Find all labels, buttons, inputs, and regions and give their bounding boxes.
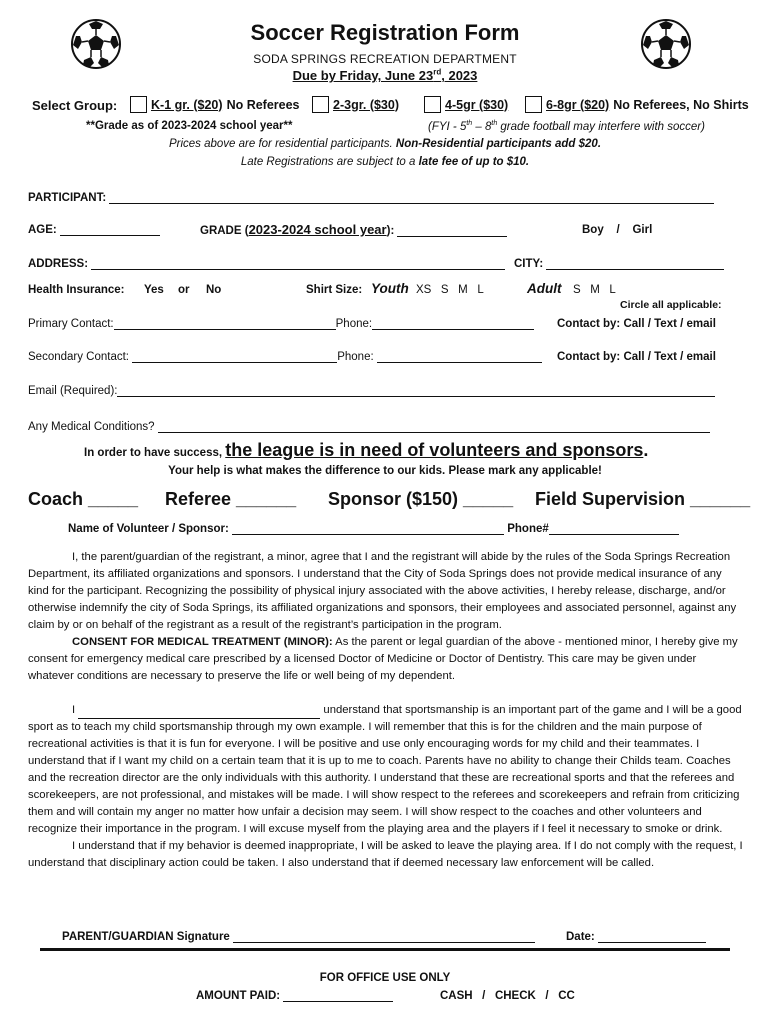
medical-conditions-field[interactable]: Any Medical Conditions? bbox=[28, 421, 710, 433]
field-supervision-option[interactable]: Field Supervision ______ bbox=[535, 489, 751, 509]
checkbox[interactable] bbox=[130, 96, 147, 113]
address-field[interactable]: ADDRESS: bbox=[28, 258, 505, 270]
signature-field[interactable]: PARENT/GUARDIAN Signature bbox=[62, 931, 535, 943]
late-fee-note: Late Registrations are subject to a late fee of up to $10. bbox=[240, 156, 530, 168]
payment-methods: CASH / CHECK / CC bbox=[440, 990, 575, 1002]
help-line: Your help is what makes the difference to our kids. Please mark any applicable! bbox=[168, 465, 602, 477]
group-option-2-3[interactable]: 2-3gr. ($30) bbox=[312, 96, 399, 113]
prices-note: Prices above are for residential participants. Non-Residential participants add $20. bbox=[168, 138, 602, 150]
health-no[interactable]: No bbox=[206, 284, 222, 296]
secondary-contact-by[interactable]: Contact by: Call / Text / email bbox=[557, 351, 716, 363]
amount-paid-field: AMOUNT PAID: bbox=[196, 990, 393, 1002]
form-title: Soccer Registration Form bbox=[250, 20, 520, 45]
gender-select[interactable]: Boy / Girl bbox=[582, 224, 653, 236]
shirt-size-label: Shirt Size: bbox=[306, 284, 363, 296]
primary-contact-by[interactable]: Contact by: Call / Text / email bbox=[557, 318, 716, 330]
name-blank[interactable] bbox=[78, 708, 320, 719]
coach-option[interactable]: Coach _____ bbox=[28, 489, 139, 509]
participant-field[interactable]: PARTICIPANT: bbox=[28, 192, 714, 204]
referee-option[interactable]: Referee ______ bbox=[165, 489, 297, 509]
checkbox[interactable] bbox=[525, 96, 542, 113]
sportsmanship-paragraph: I understand that sportsmanship is an important part of the game and I will be a good sport as to teach my child sportsmanship through my own example. I will remember that this is for the children and the main purpose of recreational activities is that it is fun for everyone. I will be positive and use only encouraging words for my child and their teammates. I understand that if I want my child on a certain team that it is up to me to coach. Parents have no ability to change their Childs team. Coaches and the recreation director are the only individuals with this authority. I understand that these are recreational sports and that the referees and scorekeepers, are not professional, and mistakes will be made. I will show respect to the referees and scorekeepers and refrain from criticizing them and will contain my anger no matter how unfair a decision may seem. I will show respect to the coaches and other volunteers and recognize their importance in the program. I will excuse myself from the playing area and the players if I feel it necessary to smoke or drink. bbox=[28, 704, 742, 835]
secondary-contact-field[interactable]: Secondary Contact: Phone: bbox=[28, 351, 542, 363]
release-paragraph: I, the parent/guardian of the registrant, a minor, agree that I and the registrant will abide by the rules of the Soda Springs Recreation Department, its affiliated organizations and sponsors. I understand that the City of Soda Springs does not provide medical insurance of any kind for the participant. Recognizing the possibility of physical injury associated with the above activities, I hereby release, discharge, and/or otherwise indemnify the city of Soda Springs, its affiliated organizations and sponsors, their employees and associated personnel, against any claim by or on behalf of the registrant as a result of the registrant’s participation in the program. bbox=[28, 551, 737, 631]
health-or: or bbox=[178, 284, 190, 296]
volunteer-lead: In order to have success, the league is in need of volunteers and sponsors. bbox=[84, 440, 649, 460]
age-field[interactable]: AGE: bbox=[28, 224, 160, 236]
group-option-6-8[interactable]: 6-8gr ($20) No Referees, No Shirts bbox=[525, 96, 749, 113]
fyi-note: (FYI - 5th – 8th grade football may interfere with soccer) bbox=[428, 120, 705, 133]
divider bbox=[40, 948, 730, 951]
group-option-4-5[interactable]: 4-5gr ($30) bbox=[424, 96, 508, 113]
grade-note: **Grade as of 2023-2024 school year** bbox=[86, 120, 293, 132]
due-date: Due by Friday, June 23rd, 2023 bbox=[292, 68, 478, 84]
volunteer-name-field[interactable]: Name of Volunteer / Sponsor: Phone# bbox=[68, 523, 679, 535]
behavior-paragraph: I understand that if my behavior is deemed inappropriate, I will be asked to leave the playing area. If I do not comply with the request, I understand that disciplinary action could be taken. I also understand that if deemed necessary law enforcement will be called. bbox=[28, 840, 743, 869]
waiver-text bbox=[28, 549, 744, 872]
medical-consent-paragraph: CONSENT FOR MEDICAL TREATMENT (MINOR): As the parent or legal guardian of the above - mentioned minor, I hereby give my consent for emergency medical care prescribed by a licensed Doctor of Medicine or Doctor of Dentistry. This care may be given under whatever conditions are necessary to preserve the life or well being of my dependent. bbox=[28, 636, 738, 682]
sponsor-option[interactable]: Sponsor ($150) _____ bbox=[328, 489, 514, 509]
health-yes[interactable]: Yes bbox=[144, 284, 164, 296]
group-option-k1[interactable]: K-1 gr. ($20) No Referees bbox=[130, 96, 300, 113]
checkbox[interactable] bbox=[424, 96, 441, 113]
office-use-title: FOR OFFICE USE ONLY bbox=[319, 972, 451, 984]
checkbox[interactable] bbox=[312, 96, 329, 113]
youth-label: Youth bbox=[371, 281, 409, 296]
adult-sizes[interactable]: S M L bbox=[573, 284, 616, 296]
department-name: SODA SPRINGS RECREATION DEPARTMENT bbox=[253, 52, 517, 66]
grade-field[interactable]: GRADE (2023-2024 school year): bbox=[200, 222, 507, 237]
email-field[interactable]: Email (Required): bbox=[28, 385, 715, 397]
primary-contact-field[interactable]: Primary Contact: Phone: bbox=[28, 318, 534, 330]
health-insurance-label: Health Insurance: bbox=[28, 284, 125, 296]
circle-note: Circle all applicable: bbox=[620, 299, 722, 311]
city-field[interactable]: CITY: bbox=[514, 258, 724, 270]
adult-label: Adult bbox=[527, 281, 562, 296]
date-field[interactable]: Date: bbox=[566, 931, 706, 943]
select-group-label: Select Group: bbox=[32, 98, 118, 113]
youth-sizes[interactable]: XS S M L bbox=[416, 284, 484, 296]
